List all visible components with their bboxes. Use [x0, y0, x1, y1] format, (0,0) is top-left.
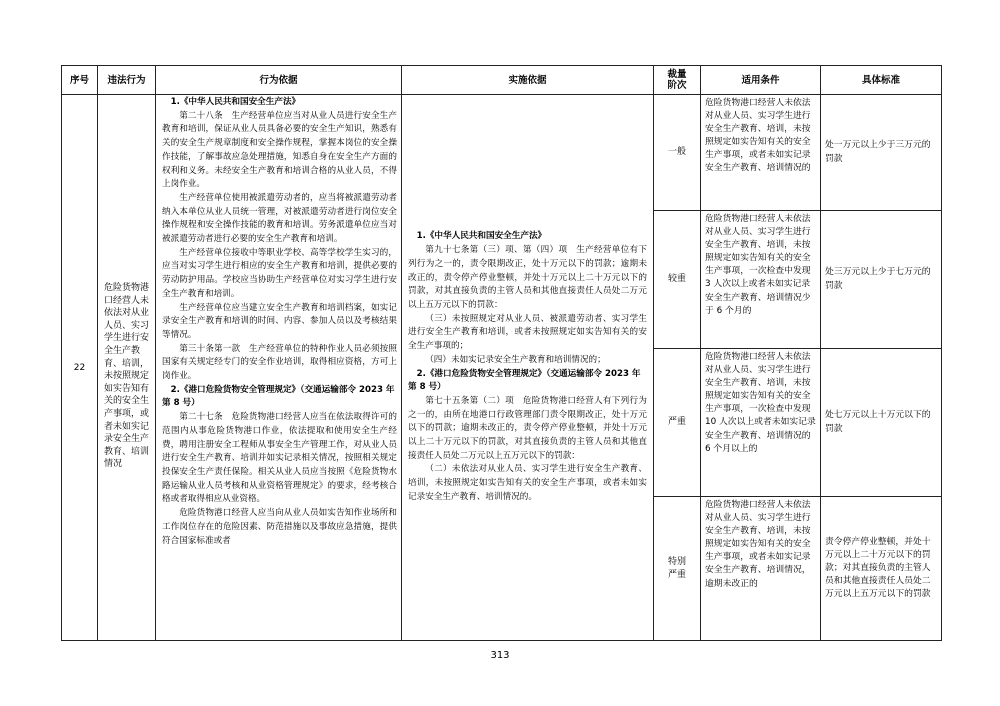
- row-index: 22: [62, 95, 98, 641]
- condition-general: 危险货物港口经营人未依法对从业人员、实习学生进行安全生产教育、培训，未按照规定如实告知有关的安全生产事项，或者未如实记录安全生产教育、培训情况的: [701, 95, 821, 211]
- impl-paragraph: 第七十五条第（二）项 危险货物港口经营人有下列行为之一的，由所在地港口行政管理部门责令限期改正，处十万元以下的罚款；逾期未改正的，责令停产停业整顿，并处十万元以上二十万元以下的罚款，对其直接负责的主管人员和其他直接责任人员处二万元以上五万元以下的罚款：: [408, 395, 647, 461]
- basis-paragraph: 生产经营单位接收中等职业学校、高等学校学生实习的，应当对实习学生进行相应的安全生产教育和培训，提供必要的劳动防护用品。学校应当协助生产经营单位对实习学生进行安全生产教育和培训。: [162, 247, 397, 299]
- condition-severe: 危险货物港口经营人未依法对从业人员、实习学生进行安全生产教育、培训，未按照规定如实告知有关的安全生产事项，一次检查中发现 10 人次以上或者未如实记录安全生产教育、培训情况的 6 个月以上的: [701, 349, 821, 497]
- basis-paragraph: 生产经营单位应当建立安全生产教育和培训档案，如实记录安全生产教育和培训的时间、内容、参加人员以及考核结果等情况。: [162, 302, 397, 340]
- header-violation: 违法行为: [98, 66, 156, 95]
- impl-paragraph: （四）未如实记录安全生产教育和培训情况的；: [425, 354, 606, 365]
- legal-basis-cell: [156, 95, 402, 641]
- condition-extremely-severe: 危险货物港口经营人未依法对从业人员、实习学生进行安全生产教育、培训，未按照规定如实告知有关的安全生产事项，或者未如实记录安全生产教育、培训情况，逾期未改正的: [701, 497, 821, 641]
- penalty-discretion-table: [61, 65, 942, 641]
- condition-serious: 危险货物港口经营人未依法对从业人员、实习学生进行安全生产教育、培训，未按照规定如实告知有关的安全生产事项，一次检查中发现 3 人次以上或者未如实记录安全生产教育、培训情况少于 6 个月的: [701, 211, 821, 349]
- page-number: 313: [490, 650, 510, 661]
- level-severe: 严重: [654, 349, 701, 497]
- impl-paragraph: （三）未按照规定对从业人员、被派遣劳动者、实习学生进行安全生产教育和培训，或者未按照规定如实告知有关的安全生产事项的；: [408, 313, 647, 352]
- standard-extremely-severe: 责令停产停业整顿，并处十万元以上二十万元以下的罚款；对其直接负责的主管人员和其他直接责任人员处二万元以上五万元以下的罚款: [821, 497, 942, 641]
- violation-cell: 危险货物港口经营人未依法对从业人员、实习学生进行安全生产教育、培训，未按照规定如实告知有关的安全生产事项，或者未如实记录安全生产教育、培训情况: [98, 95, 156, 641]
- basis-paragraph: 第二十七条 危险货物港口经营人应当在依法取得许可的范围内从事危险货物港口作业，依法提取和使用安全生产经费，聘用注册安全工程师从事安全生产管理工作，对从业人员进行安全生产教育、培训并如实记录相关情况，按照相关规定投保安全生产责任保险。相关从业人员应当按照《危险货物水路运输从业人员考核和从业资格管理规定》的要求，经考核合格或者取得相应从业资格。: [162, 412, 397, 505]
- header-idx: 序号: [62, 66, 98, 95]
- standard-serious: 处三万元以上少于七万元的罚款: [821, 211, 942, 349]
- standard-severe: 处七万元以上十万元以下的罚款: [821, 349, 942, 497]
- header-standard: 具体标准: [821, 66, 942, 95]
- header-level: 裁量 阶次: [654, 66, 701, 95]
- header-row: [62, 66, 942, 95]
- basis-paragraph: 危险货物港口经营人应当向从业人员如实告知作业场所和工作岗位存在的危险因素、防范措施以及事故应急措施，提供符合国家标准或者: [162, 508, 397, 546]
- impl-law-title: 1.《中华人民共和国安全生产法》: [416, 231, 547, 242]
- basis-paragraph: 第二十八条 生产经营单位应当对从业人员进行安全生产教育和培训，保证从业人员具备必要的安全生产知识，熟悉有关的安全生产规章制度和安全操作规程，掌握本岗位的安全操作技能，了解事故应急处理措施，知悉自身在安全生产方面的权利和义务。未经安全生产教育和培训合格的从业人员，不得上岗作业。: [162, 110, 397, 190]
- implementation-basis-cell: [402, 95, 654, 641]
- table-row: [62, 95, 942, 211]
- level-extremely-severe: 特别 严重: [654, 497, 701, 641]
- impl-paragraph: 第九十七条第（三）项、第（四）项 生产经营单位有下列行为之一的，责令限期改正，处十万元以下的罚款；逾期未改正的，责令停产停业整顿，并处十万元以上二十万元以下的罚款，对其直接负责的主管人员和其他直接责任人员处二万元以上五万元以下的罚款：: [408, 245, 647, 310]
- header-condition: 适用条件: [701, 66, 821, 95]
- basis-paragraph: 第三十条第一款 生产经营单位的特种作业人员必须按照国家有关规定经专门的安全作业培训，取得相应资格，方可上岗作业。: [162, 343, 397, 382]
- impl-regulation-title: 2.《港口危险货物安全管理规定》（交通运输部令 2023 年第 8 号）: [408, 368, 641, 393]
- basis-law-title: 1.《中华人民共和国安全生产法》: [170, 97, 301, 107]
- level-general: 一般: [654, 95, 701, 211]
- header-basis: 行为依据: [156, 66, 402, 95]
- impl-paragraph: （二）未依法对从业人员、实习学生进行安全生产教育、培训，未按照规定如实告知有关的安全生产事项，或者未如实记录安全生产教育、培训情况的。: [408, 464, 647, 502]
- level-serious: 较重: [654, 211, 701, 349]
- basis-regulation-title: 2.《港口危险货物安全管理规定》（交通运输部令 2023 年第 8 号）: [162, 384, 395, 409]
- basis-paragraph: 生产经营单位使用被派遣劳动者的，应当将被派遣劳动者纳入本单位从业人员统一管理，对被派遣劳动者进行岗位安全操作规程和安全操作技能的教育和培训。劳务派遣单位应当对被派遣劳动者进行必要的安全生产教育和培训。: [162, 192, 397, 245]
- standard-general: 处一万元以上少于三万元的罚款: [821, 95, 942, 211]
- header-implementation: 实施依据: [402, 66, 654, 95]
